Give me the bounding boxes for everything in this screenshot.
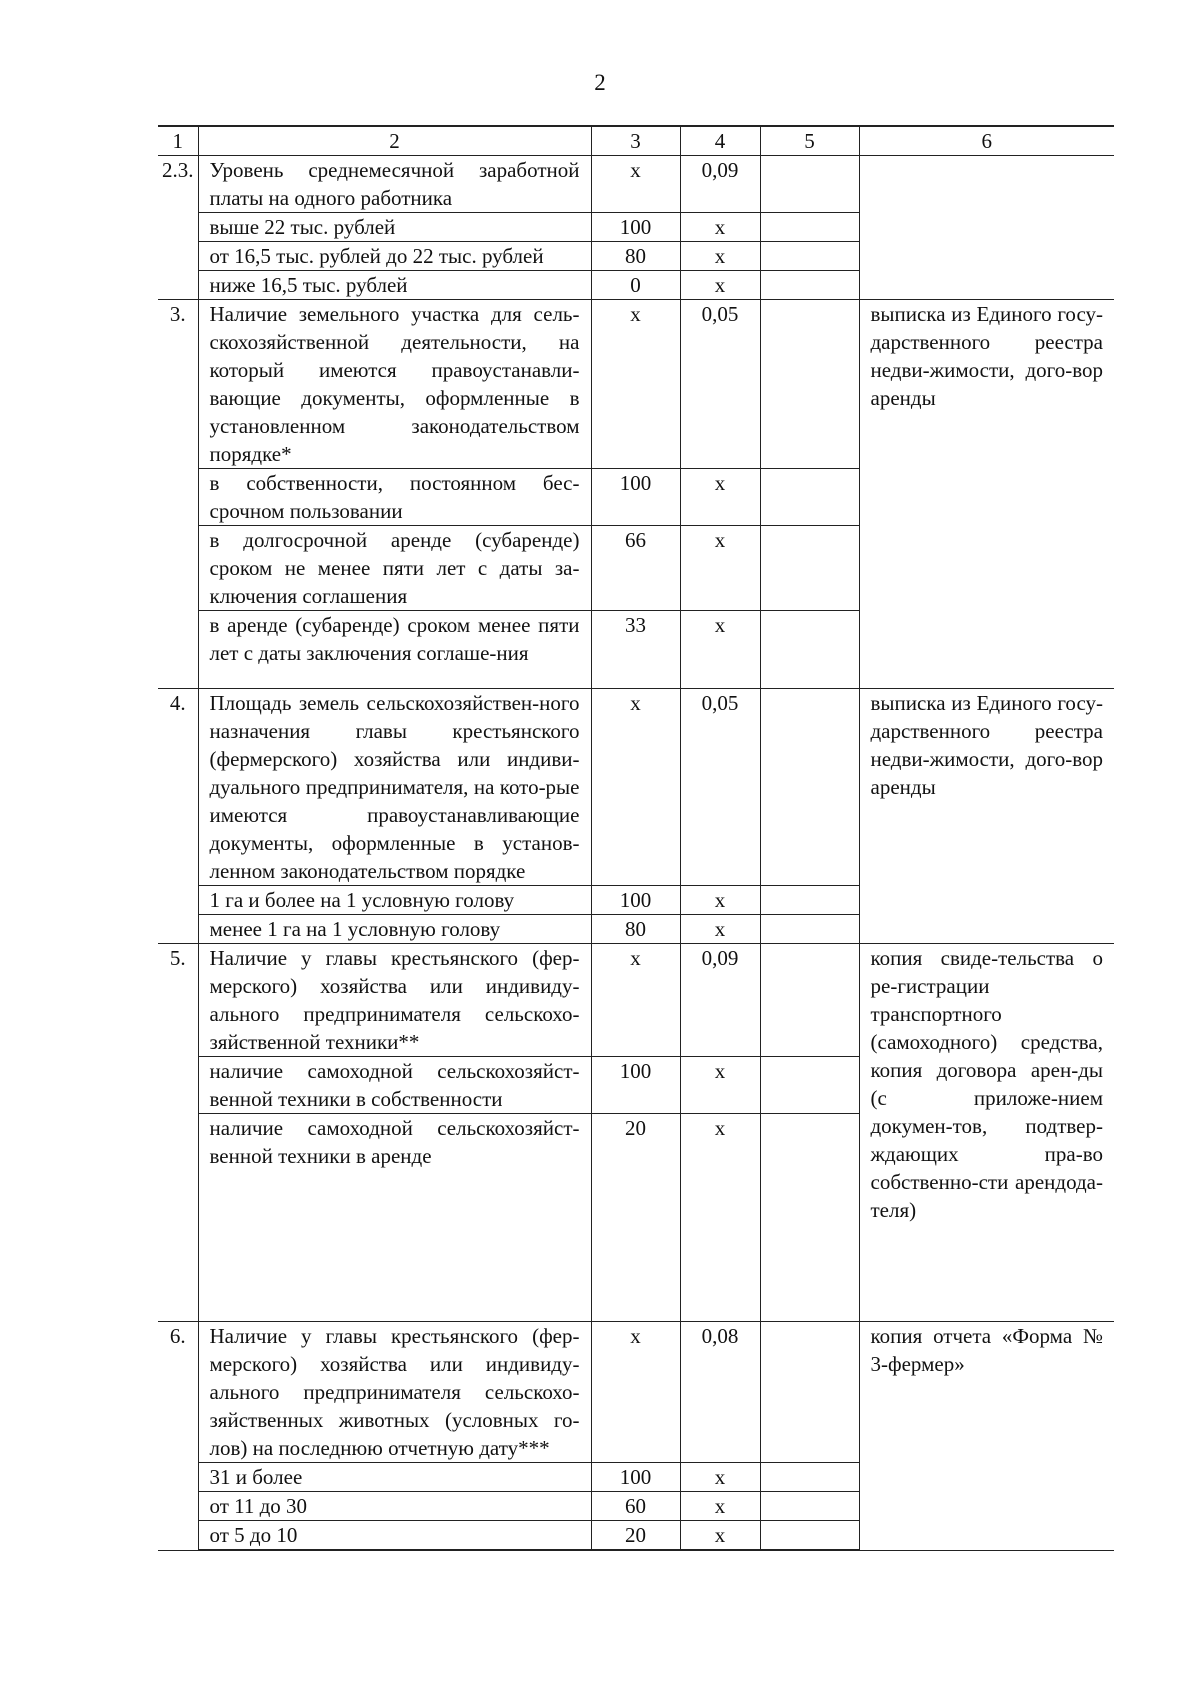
cell-col3: 80	[591, 915, 680, 944]
cell-col3: 20	[591, 1114, 680, 1322]
cell-col4: х	[680, 611, 760, 689]
row-number: 5.	[158, 944, 198, 1322]
row-number: 2.3.	[158, 156, 198, 300]
cell-col3: х	[591, 300, 680, 469]
document-cell: копия свиде-тельства о ре-гистрации транспортного (самоходного) средства, копия договора арен-ды (с приложе-нием докумен-тов, подтвер-ждающих пра-во собственно-сти арендода-теля)	[859, 944, 1114, 1322]
row-number: 3.	[158, 300, 198, 689]
cell-col4: х	[680, 915, 760, 944]
criterion-text: Наличие у главы крестьянского (фер-мерского) хозяйства или индивиду-ального предпринимателя сельскохо-зяйственных животных (условных го-лов) на последнюю отчетную дату***	[198, 1322, 591, 1463]
page-number: 2	[594, 70, 606, 95]
cell-col5	[760, 611, 859, 689]
cell-col3: 100	[591, 213, 680, 242]
cell-col4: х	[680, 1492, 760, 1521]
cell-col3: х	[591, 689, 680, 886]
table-row	[158, 1322, 1114, 1463]
criterion-text: 1 га и более на 1 условную голову	[198, 886, 591, 915]
cell-col4: 0,09	[680, 944, 760, 1057]
criterion-text: в долгосрочной аренде (субаренде) сроком не менее пяти лет с даты за-ключения соглашения	[198, 526, 591, 611]
criterion-text: Наличие земельного участка для сель-скохозяйственной деятельности, на который имеются правоустанавли-вающие документы, оформленные в установленном законодательством порядке*	[198, 300, 591, 469]
criterion-text: от 11 до 30	[198, 1492, 591, 1521]
cell-col3: 100	[591, 1463, 680, 1492]
criterion-text: наличие самоходной сельскохозяйст-венной техники в собственности	[198, 1057, 591, 1114]
cell-col4: х	[680, 1521, 760, 1551]
cell-col5	[760, 1057, 859, 1114]
cell-col5	[760, 944, 859, 1057]
cell-col4: х	[680, 242, 760, 271]
cell-col4: 0,05	[680, 689, 760, 886]
criterion-text: от 16,5 тыс. рублей до 22 тыс. рублей	[198, 242, 591, 271]
cell-col4: 0,09	[680, 156, 760, 213]
cell-col3: 60	[591, 1492, 680, 1521]
cell-col4: х	[680, 469, 760, 526]
criterion-text: Наличие у главы крестьянского (фер-мерского) хозяйства или индивиду-ального предпринимателя сельскохо-зяйственной техники**	[198, 944, 591, 1057]
table-row	[158, 156, 1114, 213]
cell-col5	[760, 915, 859, 944]
cell-col5	[760, 1463, 859, 1492]
table-row	[158, 300, 1114, 469]
cell-col5	[760, 1114, 859, 1322]
cell-col3: 100	[591, 469, 680, 526]
table-row	[158, 944, 1114, 1057]
header-cell: 5	[760, 126, 859, 156]
document-cell	[859, 156, 1114, 300]
cell-col3: х	[591, 156, 680, 213]
cell-col5	[760, 300, 859, 469]
cell-col3: х	[591, 1322, 680, 1463]
criterion-text: ниже 16,5 тыс. рублей	[198, 271, 591, 300]
document-cell: копия отчета «Форма № 3-фермер»	[859, 1322, 1114, 1551]
cell-col5	[760, 886, 859, 915]
cell-col3: 66	[591, 526, 680, 611]
cell-col5	[760, 213, 859, 242]
cell-col5	[760, 469, 859, 526]
row-number: 4.	[158, 689, 198, 944]
cell-col3: 100	[591, 886, 680, 915]
criterion-text: от 5 до 10	[198, 1521, 591, 1551]
header-cell: 4	[680, 126, 760, 156]
cell-col4: х	[680, 271, 760, 300]
row-number: 6.	[158, 1322, 198, 1551]
cell-col5	[760, 271, 859, 300]
cell-col5	[760, 1521, 859, 1551]
criterion-text: Площадь земель сельскохозяйствен-ного назначения главы крестьянского (фермерского) хозяйства или индиви-дуального предпринимателя, на кото-рые имеются правоустанавливающие документы, оформленные в установ-ленном законодательством порядке	[198, 689, 591, 886]
cell-col5	[760, 689, 859, 886]
cell-col3: 33	[591, 611, 680, 689]
cell-col5	[760, 156, 859, 213]
header-cell: 6	[859, 126, 1114, 156]
cell-col4: х	[680, 526, 760, 611]
cell-col3: 80	[591, 242, 680, 271]
header-cell: 3	[591, 126, 680, 156]
cell-col5	[760, 526, 859, 611]
document-cell: выписка из Единого госу-дарственного реестра недви-жимости, дого-вор аренды	[859, 300, 1114, 689]
cell-col4: 0,08	[680, 1322, 760, 1463]
cell-col4: х	[680, 213, 760, 242]
cell-col3: х	[591, 944, 680, 1057]
cell-col5	[760, 242, 859, 271]
criterion-text: в собственности, постоянном бес-срочном пользовании	[198, 469, 591, 526]
criterion-text: 31 и более	[198, 1463, 591, 1492]
criterion-text: менее 1 га на 1 условную голову	[198, 915, 591, 944]
criterion-text: Уровень среднемесячной заработной платы на одного работника	[198, 156, 591, 213]
header-cell: 1	[158, 126, 198, 156]
cell-col4: х	[680, 1114, 760, 1322]
criterion-text: выше 22 тыс. рублей	[198, 213, 591, 242]
table-row	[158, 689, 1114, 886]
cell-col4: 0,05	[680, 300, 760, 469]
criterion-text: наличие самоходной сельскохозяйст-венной техники в аренде	[198, 1114, 591, 1322]
criterion-text: в аренде (субаренде) сроком менее пяти лет с даты заключения соглаше-ния	[198, 611, 591, 689]
header-cell: 2	[198, 126, 591, 156]
cell-col4: х	[680, 1463, 760, 1492]
cell-col4: х	[680, 1057, 760, 1114]
cell-col3: 100	[591, 1057, 680, 1114]
cell-col5	[760, 1492, 859, 1521]
criteria-table	[158, 125, 1114, 1551]
table-header-row	[158, 126, 1114, 156]
cell-col4: х	[680, 886, 760, 915]
document-cell: выписка из Единого госу-дарственного реестра недви-жимости, дого-вор аренды	[859, 689, 1114, 944]
cell-col3: 0	[591, 271, 680, 300]
cell-col5	[760, 1322, 859, 1463]
cell-col3: 20	[591, 1521, 680, 1551]
